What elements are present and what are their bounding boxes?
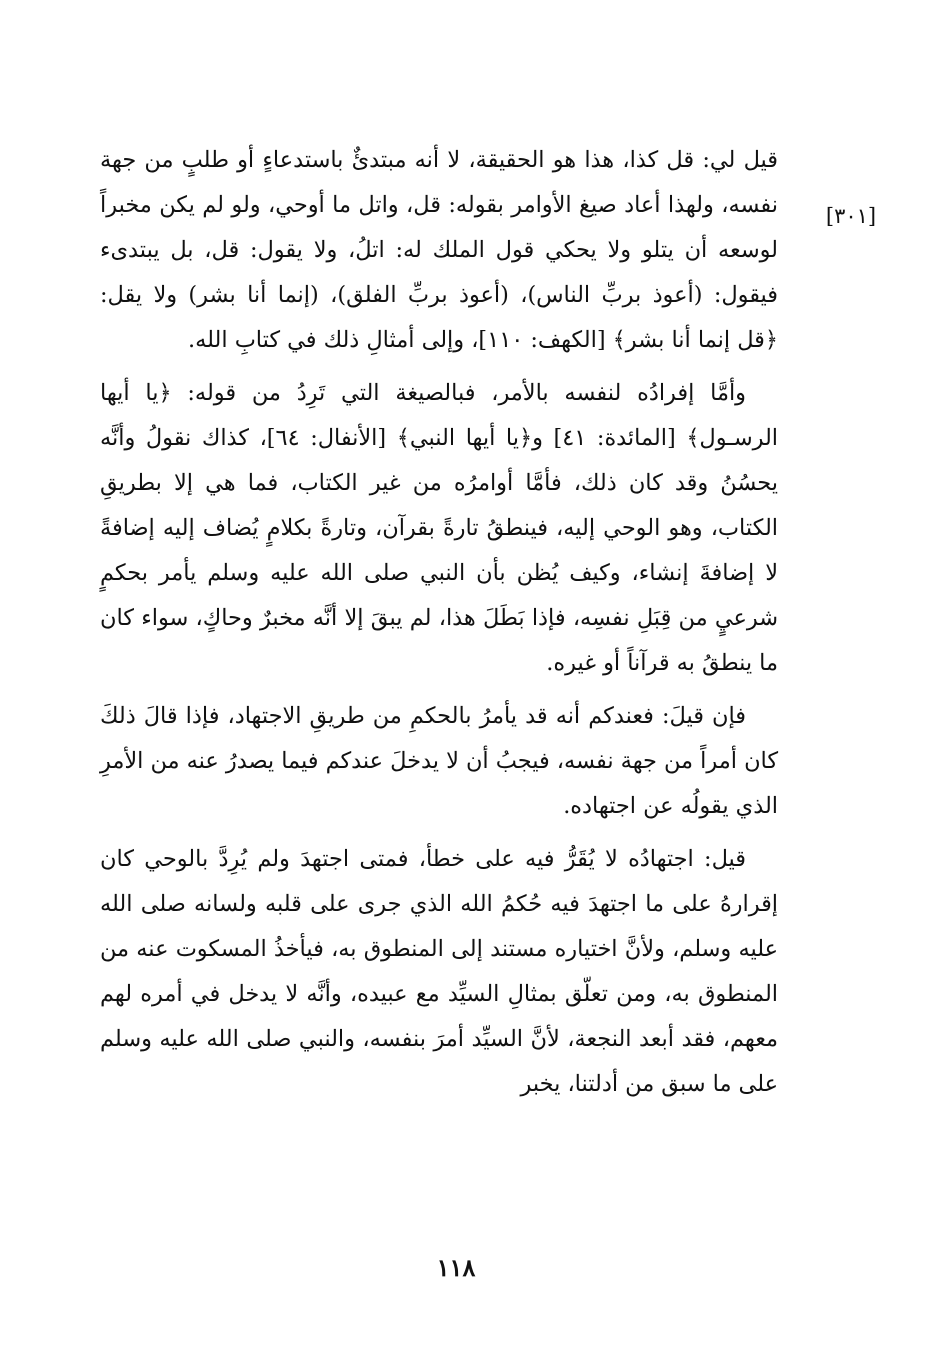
paragraph-1: قيل لي: قل كذا، هذا هو الحقيقة، لا أنه مبتدئٌ باستدعاءٍ أو طلبٍ من جهة نفسه، ولهذا أعاد صيغ الأوامر بقوله: قل، واتل ما أوحي، ولو لم يكن مخبراً لوسعه أن يتلو ولا يحكي قول الملك له: اتلُ، ولا يقول: قل، بل يبتدىء فيقول: (أعوذ بربِّ الناس)، (أعوذ بربِّ الفلق)، (إنما أنا بشر) ولا يقل: ﴿قل إنما أنا بشر﴾ [الكهف: ١١٠]، وإلى أمثالِ ذلك في كتابِ الله.	[100, 147, 778, 353]
paragraph-2: وأمَّا إفرادُه لنفسه بالأمر، فبالصيغة التي تَرِدُ من قوله: ﴿يا أيها الرسـول﴾ [المائدة: ٤١] و﴿يا أيها النبي﴾ [الأنفال: ٦٤]، كذاك نقولُ وأنَّه يحسُنُ وقد كان ذلك، فأمَّا أوامرُه من غير الكتاب، فما هي إلا بطريقِ الكتاب، وهو الوحي إليه، فينطقُ تارةً بقرآن، وتارةً بكلامٍ يُضاف إليه إضافةً لا إضافةَ إنشاء، وكيف يُظن بأن النبي صلى الله عليه وسلم يأمر بحكمٍ شرعيٍ من قِبَلِ نفسِه، فإذا بَطَلَ هذا، لم يبقَ إلا أنَّه مخبرٌ وحاكٍ، سواء كان ما ينطقُ به قرآناً أو غيره.	[100, 380, 778, 676]
paragraph-4: قيل: اجتهادُه لا يُقَرُّ فيه على خطأ، فمتى اجتهدَ ولم يُرِدَّ بالوحي كان إقرارهُ على ما اجتهدَ فيه حُكمُ الله الذي جرى على قلبه ولسانه صلى الله عليه وسلم، ولأنَّ اختياره مستند إلى المنطوق به، فيأخذُ المسكوت عنه من المنطوق به، ومن تعلّق بمثالِ السيِّد مع عبيده، وأنَّه لا يدخل في أمره لهم معهم، فقد أبعد النجعة، لأنَّ السيِّد أمرَ بنفسه، والنبي صلى الله عليه وسلم على ما سبق من أدلتنا، يخبر	[100, 846, 778, 1097]
paragraph-3: فإن قيلَ: فعندكم أنه قد يأمرُ بالحكمِ من طريقِ الاجتهاد، فإذا قالَ ذلكَ كان أمراً من جهة نفسه، فيجبُ أن لا يدخلَ عندكم فيما يصدرُ عنه من الأمرِ الذي يقولُه عن اجتهاده.	[100, 703, 778, 819]
margin-reference: [٣٠١]	[825, 204, 877, 228]
main-text-block	[100, 138, 778, 1107]
page-number: ١١٨	[436, 1253, 476, 1282]
